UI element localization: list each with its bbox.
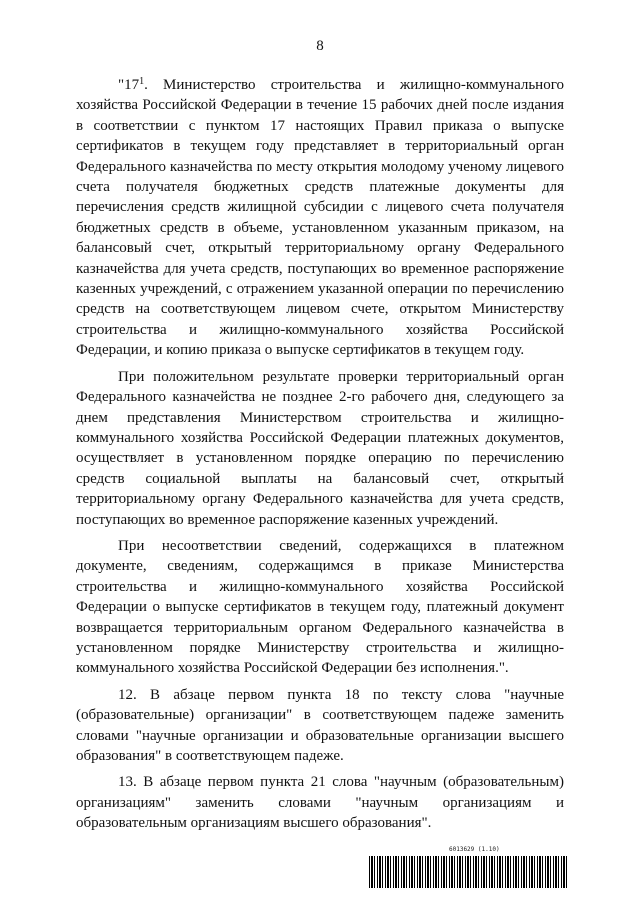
paragraph-1-body: . Министерство строительства и жилищно-коммунального хозяйства Российской Федерации в течение 15 рабочих дней после издания в соответствии с пунктом 17 настоящих Правил приказа о выпуске сертификатов в текущем году представляет в территориальный орган Федерального казначейства по месту открытия молодому ученому лицевого счета получателя бюджетных средств платежные документы для перечисления средств жилищной субсидии с лицевого счета получателя бюджетных средств в объеме, установленном указанным приказом, на балансовый счет, открытый территориальному органу Федерального казначейства для учета средств, поступающих во временное распоряжение казенных учреждений, с отражением указанной операции по перечислению средств на соответствующем лицевом счете, открытом Министерству строительства и жилищно-коммунального хозяйства Российской Федерации, и копию приказа о выпуске сертификатов в текущем году. [76, 77, 564, 359]
paragraph-4: 12. В абзаце первом пункта 18 по тексту слова "научные (образовательные) организации" в соответствующем падеже заменить словами "научные организации и образовательные организации высшего образования" в соответствующем падеже. [76, 686, 564, 764]
barcode [369, 856, 569, 888]
paragraph-3: При несоответствии сведений, содержащихся в платежном документе, сведениям, содержащимся в приказе Министерства строительства и жилищно-коммунального хозяйства Российской Федерации о выпуске сертификатов в текущем году, платежный документ возвращается территориальным органом Федерального казначейства в установленном порядке Министерству строительства и жилищно-коммунального хозяйства Российской Федерации без исполнения.". [76, 537, 564, 677]
paragraph-1-lead: "17 [118, 77, 140, 93]
page-number: 8 [316, 38, 324, 54]
paragraph-1-superscript: 1 [139, 76, 145, 87]
paragraph-5: 13. В абзаце первом пункта 21 слова "научным (образовательным) организациям" заменить словами "научным организациям и образовательным организациям высшего образования". [76, 774, 564, 832]
document-body [76, 75, 564, 840]
paragraph-2: При положительном результате проверки территориальный орган Федерального казначейства не позднее 2-го рабочего дня, следующего за днем представления Министерством строительства и жилищно-коммунального хозяйства Российской Федерации платежных документов, осуществляет в установленном порядке операцию по перечислению средств социальной выплаты на балансовый счет, открытый территориальному органу Федерального казначейства для учета средств, поступающих во временное распоряжение казенных учреждений. [76, 368, 564, 528]
paragraph-1 [76, 75, 564, 361]
document-code: 6013629 (1.10) [449, 846, 500, 853]
barcode-icon [369, 856, 569, 888]
